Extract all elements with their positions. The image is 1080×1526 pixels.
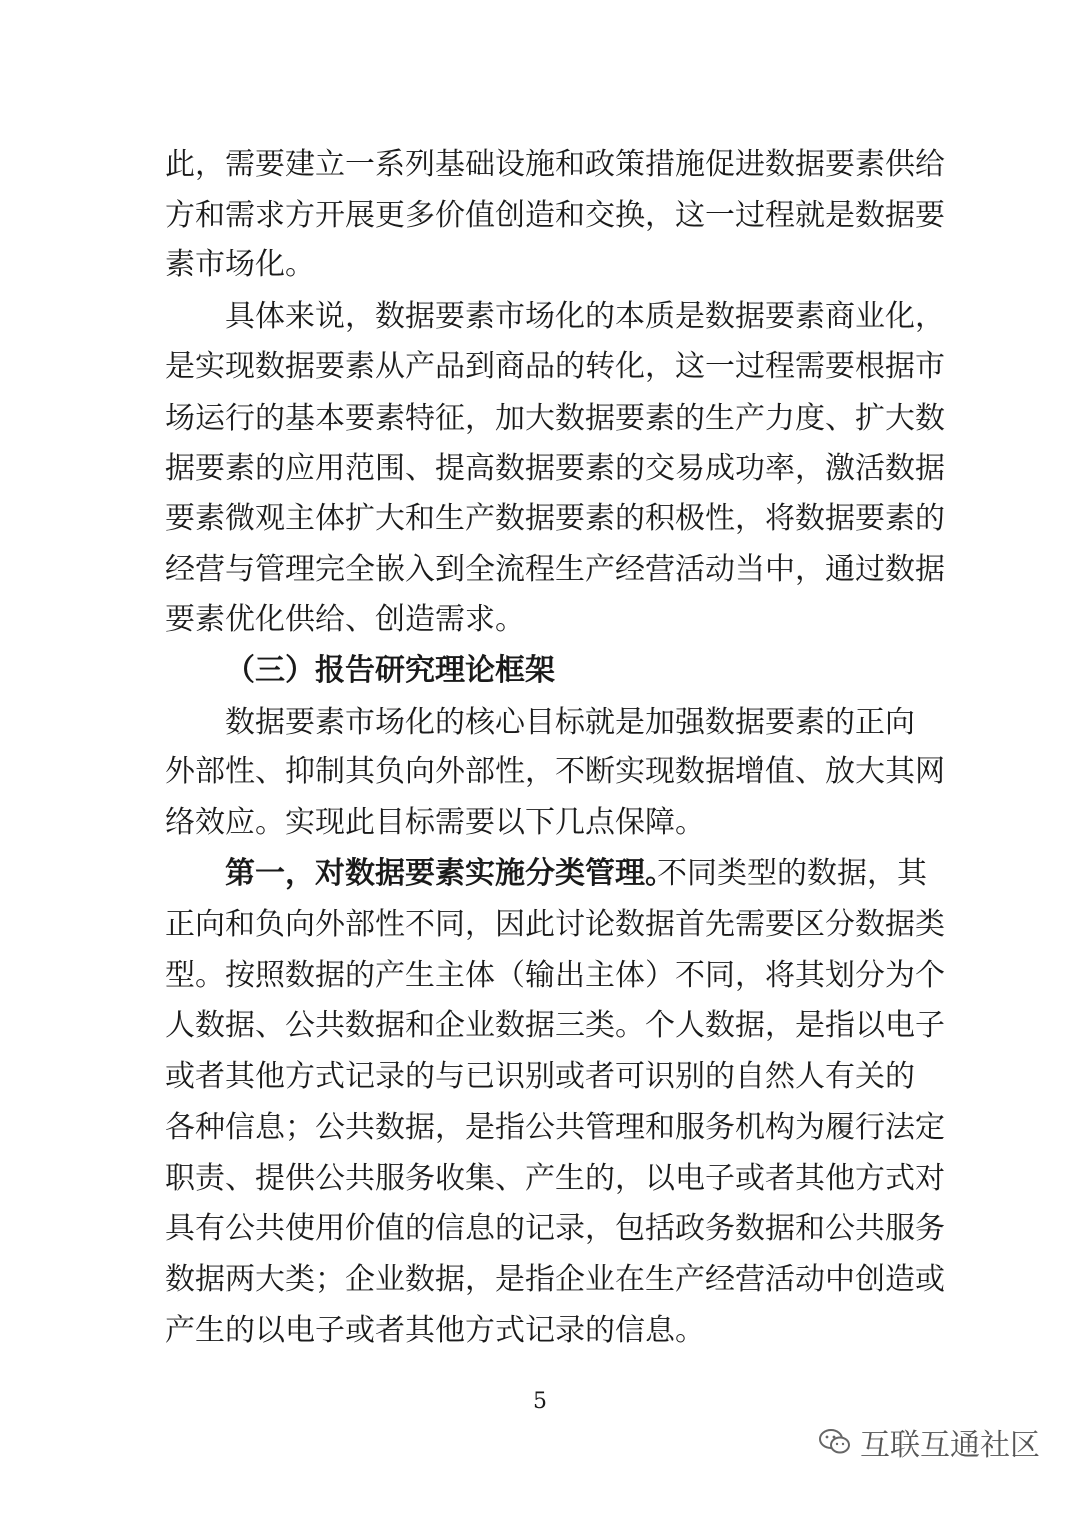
watermark	[818, 1420, 1040, 1464]
text-line: 具有公共使用价值的信息的记录，包括政务数据和公共服务	[165, 1211, 945, 1246]
text-line: 产生的以电子或者其他方式记录的信息。	[165, 1313, 705, 1348]
text-line: 据要素的应用范围、提高数据要素的交易成功率，激活数据	[165, 451, 945, 486]
page-number: 5	[533, 1389, 547, 1414]
text-line: 是实现数据要素从产品到商品的转化，这一过程需要根据市	[165, 349, 945, 384]
text-line: 场运行的基本要素特征，加大数据要素的生产力度、扩大数	[165, 401, 945, 436]
wechat-icon	[818, 1427, 852, 1457]
text-line: 或者其他方式记录的与已识别或者可识别的自然人有关的	[165, 1059, 915, 1094]
text-line: 具体来说，数据要素市场化的本质是数据要素商业化，	[225, 299, 945, 334]
text-line: 型。按照数据的产生主体（输出主体）不同，将其划分为个	[165, 958, 945, 993]
text-line: 外部性、抑制其负向外部性，不断实现数据增值、放大其网	[165, 754, 945, 789]
text-line: 经营与管理完全嵌入到全流程生产经营活动当中，通过数据	[165, 552, 945, 587]
bold-lead-text: 第一，对数据要素实施分类管理。	[225, 856, 675, 891]
text-line: 人数据、公共数据和企业数据三类。个人数据，是指以电子	[165, 1008, 945, 1043]
text-line: 要素优化供给、创造需求。	[165, 602, 525, 637]
watermark-text: 互联互通社区	[860, 1428, 1040, 1463]
text-line: 素市场化。	[165, 247, 315, 282]
text-line: 络效应。实现此目标需要以下几点保障。	[165, 805, 705, 840]
text-line: 各种信息；公共数据，是指公共管理和服务机构为履行法定	[165, 1110, 945, 1145]
text-line: 数据两大类；企业数据，是指企业在生产经营活动中创造或	[165, 1262, 945, 1297]
text-line: 正向和负向外部性不同，因此讨论数据首先需要区分数据类	[165, 907, 945, 942]
text-line: 此，需要建立一系列基础设施和政策措施促进数据要素供给	[165, 147, 945, 182]
section-heading: （三）报告研究理论框架	[225, 653, 555, 688]
text-line: 数据要素市场化的核心目标就是加强数据要素的正向	[225, 705, 915, 740]
text-line: 方和需求方开展更多价值创造和交换，这一过程就是数据要	[165, 198, 945, 233]
text-line: 要素微观主体扩大和生产数据要素的积极性，将数据要素的	[165, 501, 945, 536]
text-line: 不同类型的数据，其	[657, 856, 927, 891]
text-line: 职责、提供公共服务收集、产生的，以电子或者其他方式对	[165, 1161, 945, 1196]
